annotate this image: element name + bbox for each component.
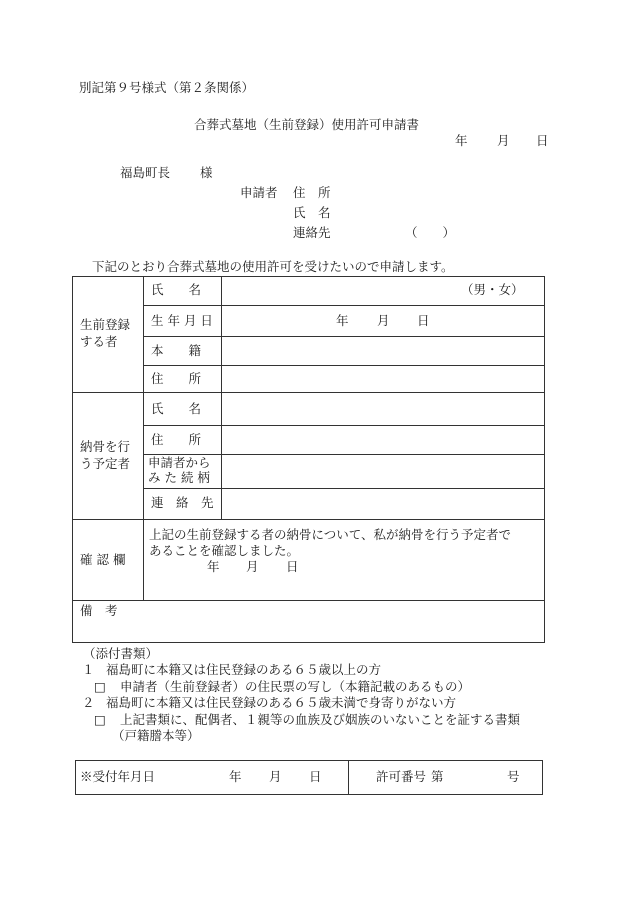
applicant-name-label: 氏 名 (293, 205, 331, 220)
remarks-label: 備 考 (80, 603, 118, 618)
section2-address-label: 住 所 (151, 432, 202, 447)
section2-relation-line2: み た 続 柄 (148, 470, 210, 485)
applicant-address-label: 住 所 (293, 185, 331, 200)
received-year: 年 (229, 769, 242, 784)
attachment2-text: 福島町に本籍又は住民登録のある６５歳未満で身寄りがない方 (106, 695, 457, 710)
applicant-contact-label: 連絡先 (293, 225, 331, 240)
section1-birth-label: 生 年 月 日 (151, 313, 213, 328)
section2-label-line1: 納骨を行 (80, 439, 131, 454)
attachment1-number: １ (82, 662, 95, 677)
attachment2-checkbox[interactable]: □ (94, 712, 106, 727)
attachment1-checkbox[interactable]: □ (94, 679, 106, 694)
confirm-label: 確 認 欄 (80, 552, 126, 567)
attachment1-text: 福島町に本籍又は住民登録のある６５歳以上の方 (106, 662, 382, 677)
section1-name-label: 氏 名 (151, 282, 202, 297)
section1-label-line1: 生前登録 (80, 317, 131, 332)
attachment2-number: ２ (82, 695, 95, 710)
confirm-year: 年 (207, 559, 220, 574)
permit-prefix: 第 (431, 769, 444, 784)
section2-contact-label: 連 絡 先 (151, 495, 214, 510)
form-number: 別記第９号様式（第２条関係） (79, 80, 255, 95)
date-month: 月 (497, 133, 510, 148)
section1-address-label: 住 所 (151, 371, 202, 386)
attachments-title: （添付書類） (83, 646, 159, 661)
section2-name-label: 氏 名 (151, 401, 202, 416)
permit-suffix: 号 (507, 769, 520, 784)
confirm-text-line1: 上記の生前登録する者の納骨について、私が納骨を行う予定者で (149, 527, 512, 542)
birth-day: 日 (417, 313, 430, 328)
addressee-name: 福島町長 (120, 165, 171, 180)
date-year: 年 (455, 133, 468, 148)
confirm-day: 日 (286, 559, 299, 574)
birth-month: 月 (377, 313, 390, 328)
received-day: 日 (309, 769, 322, 784)
addressee-honorific: 様 (200, 165, 213, 180)
applicant-contact-paren: （ ） (405, 225, 456, 240)
intro-text: 下記のとおり合葬式墓地の使用許可を受けたいので申請します。 (92, 259, 454, 274)
section1-label-line2: する者 (80, 334, 118, 349)
attachment1-sub-text: 申請者（生前登録者）の住民票の写し（本籍記載のあるもの） (120, 679, 471, 694)
page-title: 合葬式墓地（生前登録）使用許可申請書 (194, 117, 420, 132)
attachment2-sub-text2: （戸籍謄本等） (112, 728, 200, 743)
section1-domicile-label: 本 籍 (151, 343, 202, 358)
attachment2-sub-text: 上記書類に、配偶者、１親等の血族及び姻族のいないことを証する書類 (120, 712, 521, 727)
permit-number-label: 許可番号 (376, 769, 427, 784)
received-month: 月 (269, 769, 282, 784)
confirm-text-line2: あることを確認しました。 (149, 543, 300, 558)
confirm-month: 月 (246, 559, 259, 574)
section2-label-line2: う予定者 (80, 456, 131, 471)
birth-year: 年 (336, 313, 349, 328)
received-date-label: ※受付年月日 (80, 769, 156, 784)
gender-field[interactable]: （男・女） (461, 282, 524, 297)
applicant-label: 申請者 (240, 185, 278, 200)
section2-relation-line1: 申請者から (148, 455, 211, 470)
date-day: 日 (536, 133, 549, 148)
